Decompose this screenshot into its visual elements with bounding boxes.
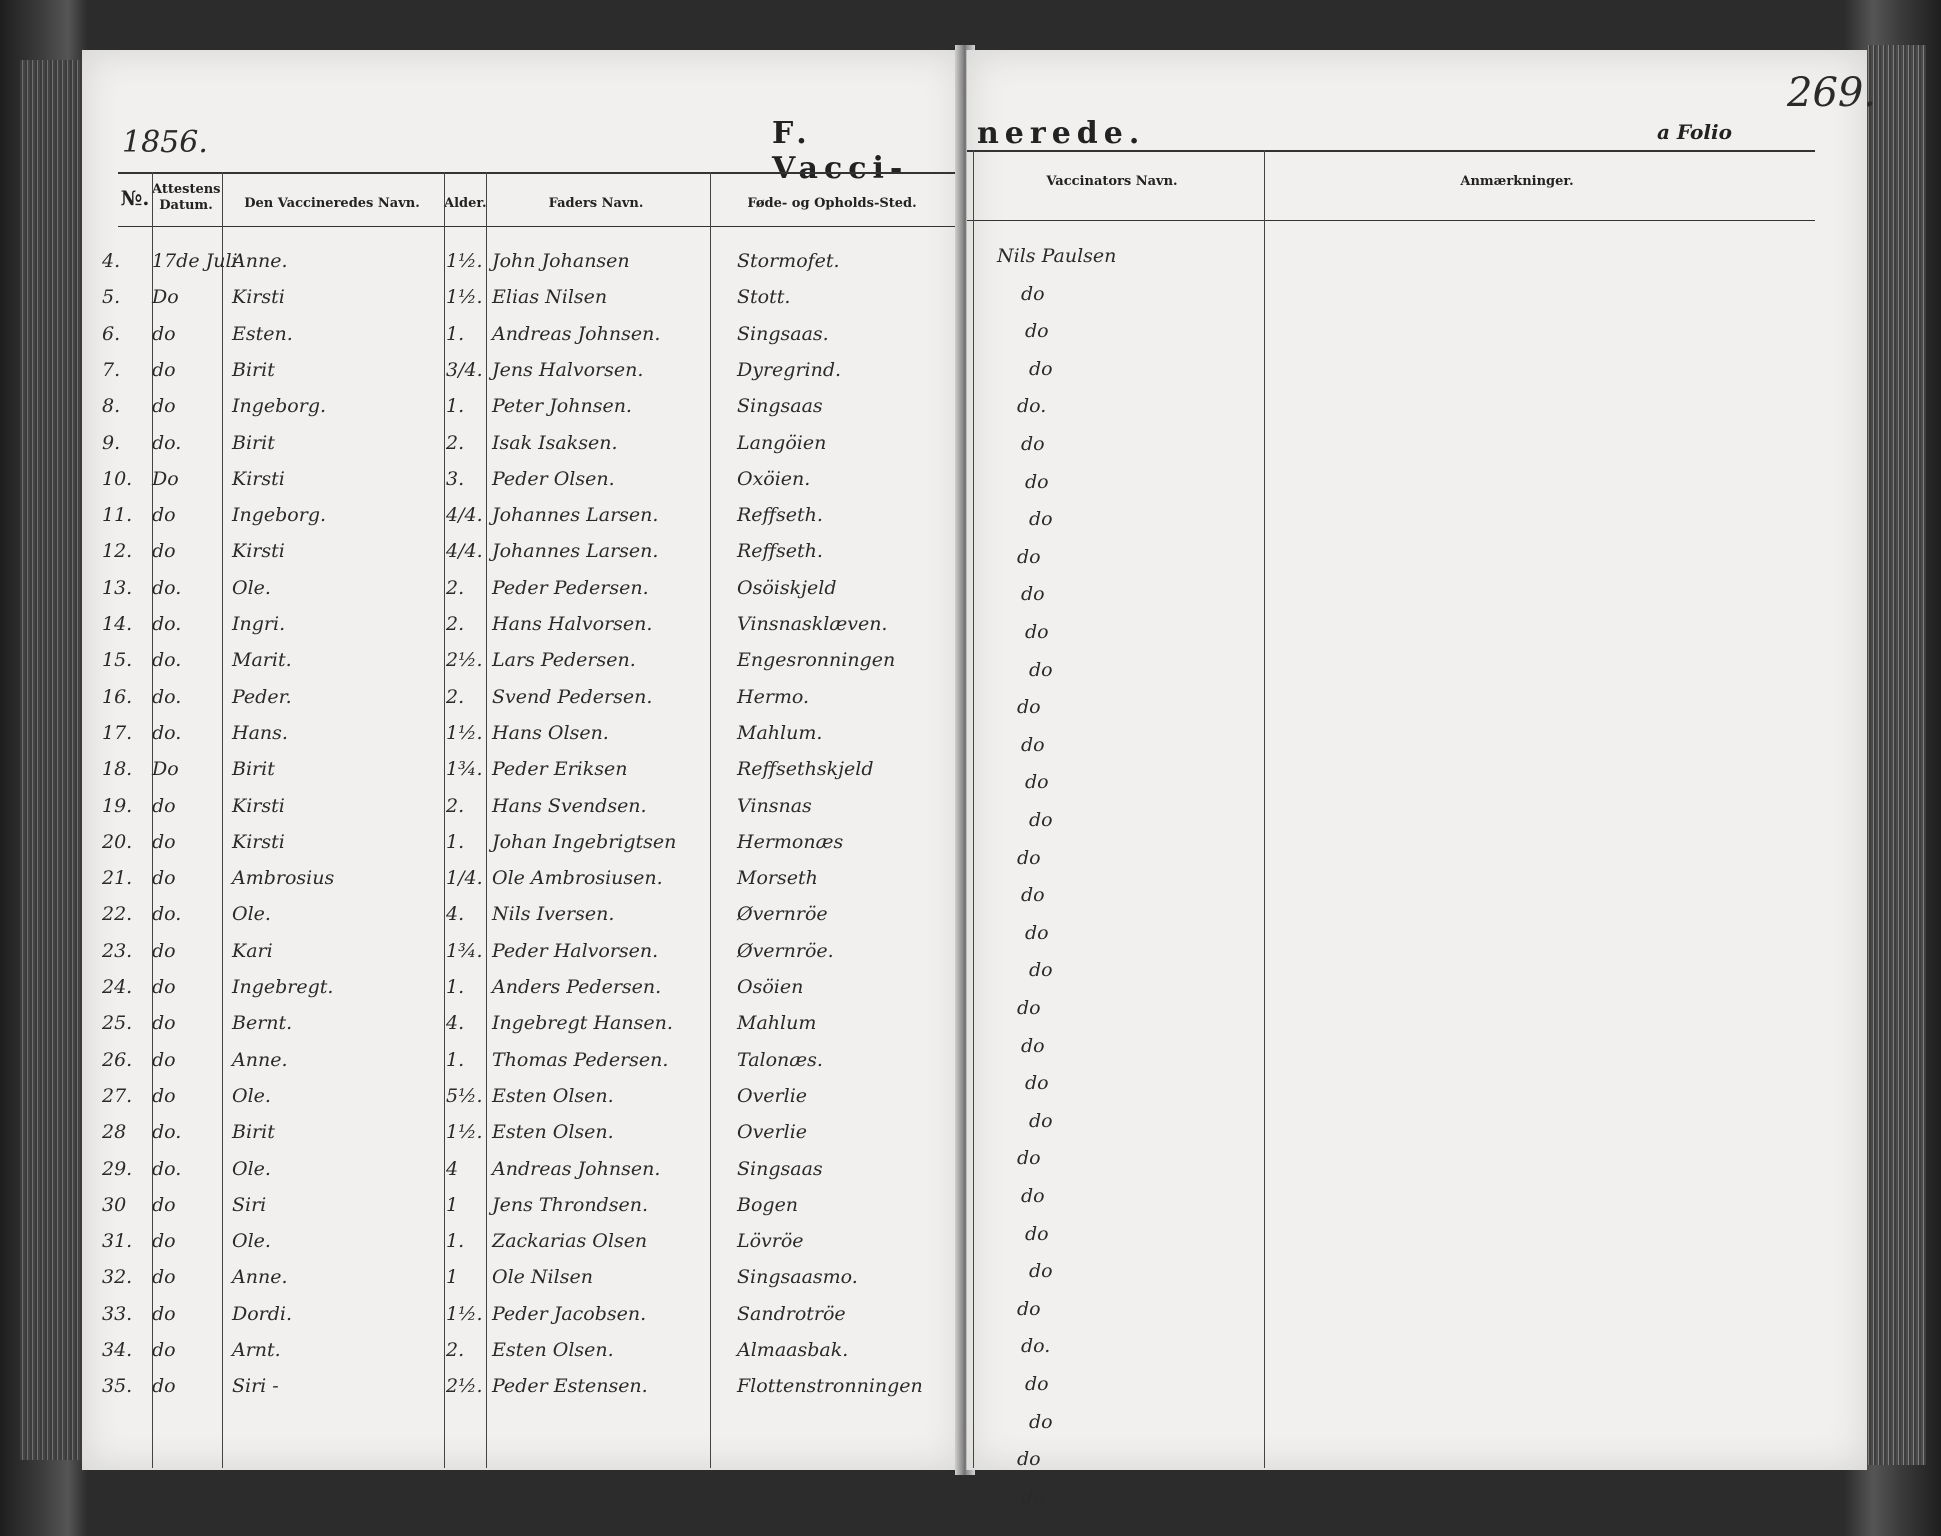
cell-no: 21.: [102, 867, 133, 890]
col-head-vaccinator: Vaccinators Navn.: [1046, 174, 1178, 189]
cell-father: Peter Johnsen.: [492, 395, 632, 418]
cell-date: do: [152, 1230, 176, 1253]
cell-no: 33.: [102, 1302, 133, 1325]
cell-name: Birit: [232, 431, 275, 454]
table-row: [82, 540, 962, 574]
cell-father: Peder Eriksen: [492, 758, 628, 781]
cell-no: 14.: [102, 613, 133, 635]
cell-place: Reffseth.: [737, 540, 823, 563]
table-row: [82, 867, 962, 901]
col-head-name: Den Vaccineredes Navn.: [244, 196, 420, 211]
cell-date: do.: [152, 721, 182, 744]
cell-date: do: [152, 976, 176, 998]
cell-place: Stormofet.: [737, 250, 840, 272]
col-head-age: Alder.: [444, 196, 487, 211]
cell-father: Anders Pedersen.: [492, 976, 662, 998]
cell-no: 26.: [102, 1048, 133, 1071]
cell-name: Ingeborg.: [232, 504, 327, 527]
vaccinator-entry: do: [1021, 733, 1045, 756]
cell-age: 1½.: [446, 286, 483, 309]
vaccinator-entry: do: [1017, 1297, 1041, 1320]
cell-name: Siri: [232, 1193, 267, 1216]
cell-date: do: [152, 1048, 176, 1071]
cell-father: Hans Olsen.: [492, 721, 609, 744]
page-edges-right: [1866, 45, 1926, 1465]
header-bottom-rule-right: [967, 220, 1815, 221]
right-page: [966, 50, 1877, 1508]
cell-age: 4.: [446, 1012, 465, 1035]
cell-date: Do: [152, 467, 179, 490]
vaccinator-entry: do: [1021, 583, 1045, 606]
table-row: [82, 1230, 962, 1264]
cell-father: Esten Olsen.: [492, 1339, 614, 1361]
cell-name: Esten.: [232, 322, 293, 345]
cell-name: Kirsti: [232, 286, 285, 309]
col-head-no: №.: [120, 186, 150, 210]
cell-no: 12.: [102, 540, 133, 563]
table-row: [82, 1085, 962, 1119]
cell-date: do.: [152, 1157, 182, 1180]
cell-no: 8.: [102, 395, 121, 418]
cell-age: 4: [446, 1157, 459, 1180]
cell-name: Arnt.: [232, 1339, 281, 1361]
cell-date: do: [152, 1375, 176, 1398]
vaccinator-entry: do: [1017, 696, 1041, 719]
cell-father: Ingebregt Hansen.: [492, 1012, 673, 1035]
cell-age: 1¾.: [446, 939, 483, 962]
vaccinator-entry: do: [1025, 921, 1049, 944]
cell-no: 9.: [102, 431, 121, 454]
cell-no: 25.: [102, 1012, 133, 1035]
cell-age: 1½.: [446, 250, 483, 272]
table-row: [82, 903, 962, 937]
cell-name: Ole.: [232, 1230, 271, 1253]
cell-name: Ambrosius: [232, 867, 335, 890]
vaccinator-entry: do: [1021, 433, 1045, 455]
cell-age: 2.: [446, 1339, 465, 1361]
folio-label: a Folio: [1657, 120, 1732, 144]
cell-no: 16.: [102, 685, 133, 708]
cell-father: Peder Olsen.: [492, 467, 615, 490]
table-row: [82, 1194, 962, 1228]
cell-age: 2.: [446, 685, 465, 708]
header-top-rule: [118, 172, 962, 174]
cell-place: Vinsnasklæven.: [737, 613, 888, 635]
vaccinator-entry: do: [1021, 1485, 1045, 1508]
col-rule-right: [1264, 150, 1265, 1468]
cell-date: do: [152, 1193, 176, 1216]
cell-name: Hans.: [232, 721, 288, 744]
cell-age: 1½.: [446, 1302, 483, 1325]
cell-age: 3/4.: [446, 358, 483, 381]
cell-place: Overlie: [737, 1121, 808, 1144]
cell-age: 1½.: [446, 1121, 483, 1144]
cell-name: Ole.: [232, 1084, 271, 1107]
vaccinator-entry: Nils Paulsen: [997, 245, 1117, 267]
table-row: [82, 1339, 962, 1373]
vaccinator-entry: do: [1029, 508, 1053, 531]
cell-place: Reffsethskjeld: [737, 758, 874, 781]
cell-name: Birit: [232, 1121, 275, 1144]
cell-father: Hans Halvorsen.: [492, 613, 653, 635]
cell-age: 2.: [446, 576, 465, 599]
cell-father: Svend Pedersen.: [492, 685, 653, 708]
cell-name: Kirsti: [232, 830, 285, 853]
cell-place: Singsaasmo.: [737, 1266, 858, 1289]
vaccinator-entry: do: [1025, 1072, 1049, 1095]
cell-date: Do: [152, 286, 179, 309]
cell-date: do: [152, 1266, 176, 1289]
cell-father: Ole Ambrosiusen.: [492, 867, 663, 890]
cell-name: Siri -: [232, 1375, 279, 1398]
vaccinator-entry: do: [1025, 1222, 1049, 1245]
table-row: [82, 831, 962, 865]
col-head-father: Faders Navn.: [548, 196, 644, 211]
cell-age: 1: [446, 1193, 459, 1216]
cell-name: Bernt.: [232, 1012, 293, 1035]
col-rule-right: [973, 150, 974, 1468]
cell-name: Kirsti: [232, 794, 285, 817]
table-row: [82, 976, 962, 1010]
cell-date: do.: [152, 685, 182, 708]
cell-age: 1.: [446, 1048, 465, 1071]
cell-father: Hans Svendsen.: [492, 794, 647, 817]
col-head-remarks: Anmærkninger.: [1460, 174, 1574, 189]
table-row: [82, 577, 962, 611]
cell-age: 1.: [446, 830, 465, 853]
cell-place: Oxöien.: [737, 467, 811, 490]
cell-age: 1¾.: [446, 758, 483, 781]
cell-place: Osöiskjeld: [737, 576, 837, 599]
cell-age: 4/4.: [446, 540, 483, 563]
vaccinator-entry: do: [1025, 1373, 1049, 1395]
cell-place: Bogen: [737, 1193, 799, 1216]
vaccinator-entry: do: [1021, 1185, 1045, 1207]
cell-place: Langöien: [737, 431, 827, 454]
cell-father: Johan Ingebrigtsen: [492, 830, 677, 853]
cell-age: 1.: [446, 395, 465, 418]
cell-no: 19.: [102, 794, 133, 817]
cell-age: 4/4.: [446, 504, 483, 527]
cell-name: Ole.: [232, 1157, 271, 1180]
table-row: [82, 468, 962, 502]
vaccinator-entry: do: [1017, 1448, 1041, 1471]
cell-no: 20.: [102, 830, 133, 853]
cell-place: Hermo.: [737, 685, 810, 708]
cell-father: Lars Pedersen.: [492, 649, 636, 672]
cell-father: Peder Jacobsen.: [492, 1302, 647, 1325]
table-row: [82, 722, 962, 756]
cell-no: 13.: [102, 576, 133, 599]
cell-place: Øvernröe: [737, 903, 828, 926]
cell-father: Elias Nilsen: [492, 286, 608, 309]
cell-no: 31.: [102, 1230, 133, 1253]
cell-no: 24.: [102, 976, 133, 998]
cell-name: Birit: [232, 758, 275, 781]
cell-no: 11.: [102, 504, 133, 527]
cell-name: Ole.: [232, 576, 271, 599]
vaccinator-entry: do: [1025, 320, 1049, 343]
cell-place: Engesronningen: [737, 649, 896, 672]
table-row: [82, 432, 962, 466]
cell-age: 1: [446, 1266, 459, 1289]
table-row: [82, 1012, 962, 1046]
vaccinator-entry: do: [1025, 470, 1049, 493]
vaccinator-entry: do: [1029, 959, 1053, 982]
cell-no: 30: [102, 1193, 127, 1216]
cell-age: 1/4.: [446, 867, 483, 890]
page-number: 269.: [1787, 70, 1877, 116]
cell-father: Peder Pedersen.: [492, 576, 649, 599]
vaccinator-entry: do: [1029, 1109, 1053, 1132]
vaccinator-entry: do: [1021, 282, 1045, 305]
table-row: [82, 286, 962, 320]
cell-date: do.: [152, 649, 182, 672]
cell-age: 1.: [446, 1230, 465, 1253]
table-row: [82, 1303, 962, 1337]
cell-no: 22.: [102, 903, 133, 926]
cell-father: Andreas Johnsen.: [492, 1157, 661, 1180]
vaccinator-entry: do: [1025, 771, 1049, 794]
left-page: [82, 50, 963, 1470]
cell-no: 28: [102, 1121, 127, 1144]
cell-place: Singsaas.: [737, 322, 829, 345]
vaccinator-entry: do.: [1021, 1335, 1051, 1358]
cell-place: Reffseth.: [737, 504, 823, 527]
cell-no: 7.: [102, 358, 121, 381]
header-bottom-rule: [118, 226, 962, 227]
cell-date: do: [152, 1012, 176, 1035]
vaccinator-entry: do.: [1017, 395, 1047, 418]
cell-date: do.: [152, 903, 182, 926]
table-row: [82, 1121, 962, 1155]
vaccinator-entry: do: [1017, 997, 1041, 1019]
cell-date: do.: [152, 576, 182, 599]
cell-place: Almaasbak.: [737, 1339, 849, 1361]
table-row: [82, 504, 962, 538]
cell-father: Ole Nilsen: [492, 1266, 593, 1289]
cell-date: do: [152, 1302, 176, 1325]
cell-age: 3.: [446, 467, 465, 490]
cell-date: do: [152, 794, 176, 817]
cell-father: Esten Olsen.: [492, 1121, 614, 1144]
cell-age: 1½.: [446, 721, 483, 744]
cell-place: Osöien: [737, 976, 804, 998]
cell-name: Anne.: [232, 1266, 288, 1289]
cell-place: Flottenstronningen: [737, 1375, 923, 1398]
table-row: [82, 758, 962, 792]
cell-place: Talonæs.: [737, 1048, 823, 1071]
table-row: [82, 649, 962, 683]
cell-father: Zackarias Olsen: [492, 1230, 648, 1253]
vaccinator-entry: do: [1029, 658, 1053, 681]
cell-age: 1.: [446, 322, 465, 345]
vaccinator-entry: do: [1029, 809, 1053, 831]
cell-date: do: [152, 1084, 176, 1107]
cell-father: Andreas Johnsen.: [492, 322, 661, 345]
cell-date: do: [152, 1339, 176, 1361]
vaccinator-entry: do: [1021, 884, 1045, 907]
table-row: [82, 395, 962, 429]
vaccinator-entry: do: [1029, 357, 1053, 380]
cell-name: Anne.: [232, 250, 288, 272]
cell-name: Ingeborg.: [232, 395, 327, 418]
cell-place: Overlie: [737, 1084, 808, 1107]
cell-date: do: [152, 830, 176, 853]
table-row: [82, 359, 962, 393]
cell-age: 2.: [446, 613, 465, 635]
cell-father: Peder Estensen.: [492, 1375, 648, 1398]
cell-age: 2½.: [446, 649, 483, 672]
table-row: [82, 795, 962, 829]
table-row: [82, 1158, 962, 1192]
cell-place: Vinsnas: [737, 794, 812, 817]
cell-no: 17.: [102, 721, 133, 744]
cell-date: do: [152, 358, 176, 381]
cell-age: 2.: [446, 431, 465, 454]
cell-no: 32.: [102, 1266, 133, 1289]
cell-name: Anne.: [232, 1048, 288, 1071]
cell-father: Nils Iversen.: [492, 903, 615, 926]
header-top-rule-right: [967, 150, 1815, 152]
cell-date: Do: [152, 758, 179, 781]
cell-no: 27.: [102, 1084, 133, 1107]
vaccinator-entry: do: [1021, 1034, 1045, 1057]
cell-date: do: [152, 867, 176, 890]
cell-father: Jens Throndsen.: [492, 1193, 648, 1216]
vaccinator-entry: do: [1029, 1260, 1053, 1283]
vaccinator-entry: do: [1017, 846, 1041, 869]
cell-name: Dordi.: [232, 1302, 293, 1325]
cell-no: 23.: [102, 939, 133, 962]
page-edges-left: [20, 60, 82, 1460]
cell-date: do: [152, 322, 176, 345]
cell-father: Peder Halvorsen.: [492, 939, 659, 962]
cell-father: Esten Olsen.: [492, 1084, 614, 1107]
table-row: [82, 250, 962, 284]
cell-no: 4.: [102, 250, 121, 272]
table-row: [82, 613, 962, 647]
cell-date: 17de Juli: [152, 250, 238, 272]
cell-no: 6.: [102, 322, 121, 345]
cell-date: do: [152, 540, 176, 563]
table-row: [82, 323, 962, 357]
table-row: [82, 686, 962, 720]
cell-place: Singsaas: [737, 395, 823, 418]
cell-name: Kirsti: [232, 540, 285, 563]
vaccinator-entry: do: [1025, 621, 1049, 643]
cell-place: Mahlum: [737, 1012, 817, 1035]
register-title-left: F. Vacci-: [772, 116, 909, 186]
cell-date: do.: [152, 613, 182, 635]
table-row: [82, 1266, 962, 1300]
cell-name: Kari: [232, 939, 273, 962]
cell-date: do.: [152, 431, 182, 454]
cell-name: Ole.: [232, 903, 271, 926]
vaccinator-entry: do: [1029, 1410, 1053, 1433]
cell-no: 35.: [102, 1375, 133, 1398]
cell-no: 5.: [102, 286, 121, 309]
cell-father: Johannes Larsen.: [492, 540, 659, 563]
col-head-place: Føde- og Opholds-Sted.: [747, 196, 917, 211]
cell-place: Øvernröe.: [737, 939, 834, 962]
cell-age: 4.: [446, 903, 465, 926]
cell-name: Peder.: [232, 685, 292, 708]
table-row: [82, 1049, 962, 1083]
vaccinator-entry: do: [1017, 545, 1041, 568]
cell-age: 5½.: [446, 1084, 483, 1107]
cell-name: Kirsti: [232, 467, 285, 490]
cell-father: Johannes Larsen.: [492, 504, 659, 527]
cell-age: 2.: [446, 794, 465, 817]
cell-no: 34.: [102, 1339, 133, 1361]
cell-father: Thomas Pedersen.: [492, 1048, 669, 1071]
cell-no: 10.: [102, 467, 133, 490]
cell-place: Morseth: [737, 867, 818, 890]
year-label: 1856.: [122, 125, 208, 160]
cell-name: Ingri.: [232, 613, 286, 635]
cell-place: Dyregrind.: [737, 358, 842, 381]
cell-place: Lövröe: [737, 1230, 804, 1253]
table-row: [82, 1375, 962, 1409]
register-title-right: nerede.: [977, 116, 1146, 151]
table-row: [82, 940, 962, 974]
cell-name: Ingebregt.: [232, 976, 334, 998]
vaccinator-entry: do: [1017, 1147, 1041, 1170]
cell-father: Isak Isaksen.: [492, 431, 618, 454]
cell-father: John Johansen: [492, 250, 630, 272]
cell-date: do: [152, 395, 176, 418]
cell-place: Stott.: [737, 286, 791, 309]
cell-date: do: [152, 504, 176, 527]
cell-date: do.: [152, 1121, 182, 1144]
cell-age: 2½.: [446, 1375, 483, 1398]
cell-no: 15.: [102, 649, 133, 672]
cell-no: 29.: [102, 1157, 133, 1180]
cell-date: do: [152, 939, 176, 962]
cell-age: 1.: [446, 976, 465, 998]
cell-name: Birit: [232, 358, 275, 381]
col-head-date: Attestens Datum.: [152, 182, 221, 213]
cell-place: Singsaas: [737, 1157, 823, 1180]
cell-no: 18.: [102, 758, 133, 781]
cell-name: Marit.: [232, 649, 292, 672]
cell-place: Hermonæs: [737, 830, 844, 853]
cell-place: Mahlum.: [737, 721, 823, 744]
cell-place: Sandrotröe: [737, 1302, 846, 1325]
cell-father: Jens Halvorsen.: [492, 358, 644, 381]
